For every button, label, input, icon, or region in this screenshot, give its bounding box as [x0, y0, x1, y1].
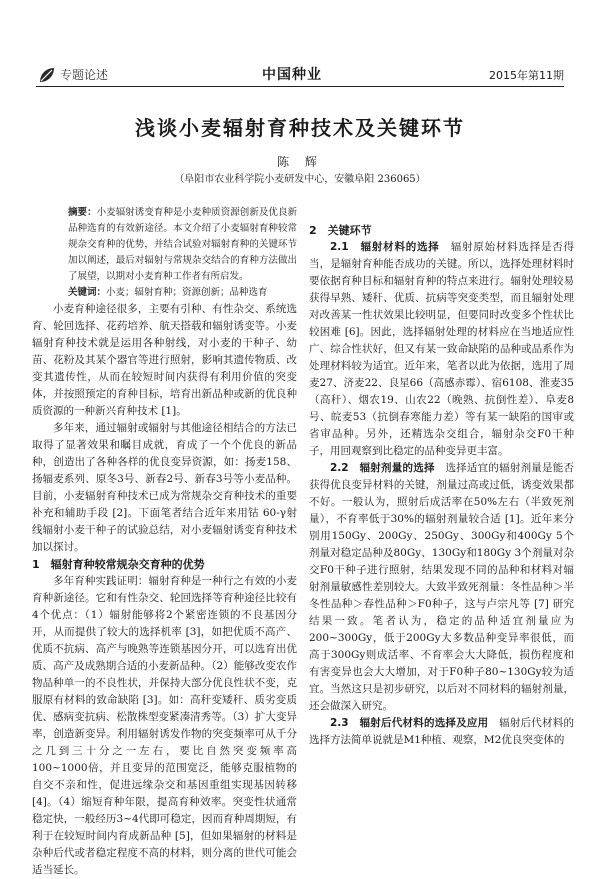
subsection: [309, 239, 574, 460]
subsection: [309, 460, 574, 715]
keywords-label: 关键词：: [68, 287, 107, 298]
header-rule: [36, 86, 564, 87]
left-column: [32, 205, 297, 879]
keywords-text: 小麦；辐射育种；资源创新；品种选育: [106, 287, 268, 298]
abstract-text: 小麦辐射诱变育种是小麦种质资源创新及优良新品种选育的有效新途径。本文介绍了小麦辐射育种较常规杂交育种的优势，并结合试验对辐射育种的关键环节加以阐述，最后对辐射与常规杂交结合的育种方法做出了展望，以期对小麦育种工作者有所启发。: [68, 207, 297, 282]
section-heading: 1 辐射育种较常规杂交育种的优势: [32, 558, 205, 571]
section-heading: 2 关键环节: [309, 224, 372, 237]
subsection-text: 选择适宜的辐射剂量是能否获得优良变异材料的关键，剂量过高或过低，诱变效果都不好。一般认为，照射后成活率在50%左右（半致死剂量），不育率低于30%的辐射剂量较合适 [1]。近年来分别用150Gy、200Gy、250Gy、300Gy和400Gy 5个剂量对稳定品种及80Gy、130Gy和180Gy 3个剂量对杂交F0干种子进行照射，结果发现不同的品种和材料对辐射剂量敏感性差别较大。大致半致死剂量：冬性品种＞半冬性品种＞春性品种＞F0种子，这与卢宗凡等 [7] 研究结果一致。笔者认为，稳定的品种适宜剂量应为200~300Gy，低于200Gy大多数品种变异率很低，而高于300Gy则成活率、不育率会大大降低，损伤程度和有害变异也会大大增加，对于F0种子80~130Gy较为适宜。当然这只是初步研究，以后对不同材料的辐射剂量，还会做深入研究。: [309, 462, 574, 712]
affiliation: （阜阳市农业科学院小麦研发中心，安徽阜阳 236065）: [174, 174, 426, 185]
subsection-heading: 2.3 辐射后代材料的选择及应用: [330, 717, 489, 729]
right-column: [309, 205, 574, 749]
paragraph: 多年育种实践证明：辐射育种是一种行之有效的小麦育种新途径。它和有性杂交、轮回选择等育种途径比较有4个优点：（1）辐射能够将2个紧密连锁的不良基因分开，从而提供了较大的选择机率 [3]，如把优质不高产、优质不抗病、高产与晚熟等连锁基因分开，可以选育出优质、高产及成熟期合适的小麦新品种。（2）能够改变农作物品种单一的不良性状，并保持大部分优良性状不变，克服原有材料的致命缺陷 [3]。如：高秆变矮秆、质劣变质优、感病变抗病、松散株型变紧凑清秀等。（3）扩大变异率，创造新变异。利用辐射诱发作物的突变频率可从千分之几到三十分之一左右，要比自然突变频率高100~1000倍，并且变异的范围宽泛，能够克服植物的自交不亲和性，促进远缘杂交和基因重组实现基因转移 [4]。（4）缩短育种年限，提高育种效率。突变性状通常稳定快，一般经历3~4代即可稳定，因而育种周期短，有利于在较短时间内育成新品种 [5]，但如果辐射的材料是杂种后代或者稳定程度不高的材料，则分离的世代可能会适当延长。: [32, 575, 297, 876]
paragraph: 多年来，通过辐射或辐射与其他途径相结合的方法已取得了显著效果和瞩目成就，育成了一个个优良的新品种，创造出了各种各样的优良变异资源，如：扬麦158、扬辐麦系列、原冬3号、新春2号、新春3号等小麦品种。目前，小麦辐射育种技术已成为常规杂交育种技术的重要补充和辅助手段 [2]。下面笔者结合近年来用钴 60-γ射线辐射小麦干种子的试验总结，对小麦辐射诱变育种技术加以探讨。: [32, 422, 297, 553]
abstract: [32, 205, 297, 285]
leaf-logo-icon: [38, 66, 56, 84]
keywords: [32, 285, 297, 301]
paragraph-continued: [309, 205, 574, 222]
abstract-label: 摘要：: [68, 207, 97, 218]
paragraph: 小麦育种途径很多，主要有引种、有性杂交、系统选育、轮回选择、花药培养、航天搭载和辐射诱变等。小麦辐射育种技术就是运用各种射线，对小麦的干种子、幼苗、花粉及其某个器官等进行照射，影响其遗传物质、改变其遗传性，从而在较短时间内获得有利用价值的突变体，并按照预定的育种目标，培育出新品种或新的优良种质资源的一种新兴育种技术 [1]。: [32, 303, 297, 417]
article-title: 浅谈小麦辐射育种技术及关键环节: [135, 116, 465, 140]
issue-number: 2015年第11期: [489, 69, 564, 82]
section-tag: 专题论述: [60, 68, 109, 82]
subsection-heading: 2.2 辐射剂量的选择: [330, 462, 435, 474]
subsection: [309, 715, 574, 749]
subsection-text: 辐射原始材料选择是否得当，是辐射育种能否成功的关键。所以，选择处理材料时要依据育种目标和辐射育种的特点来进行。辐射处理较易获得早熟、矮秆、优质、抗病等突变类型，而且辐射处理对改善某一性状效果比较明显，但要同时改变多个性状比较困难 [6]。因此，选择辐射处理的材料应在当地适应性广、综合性状好，但又有某一致命缺陷的品种或品系作为处理材料较为适宜。近年来，笔者以此为依据，选用了周麦27、济麦22、良星66（高感赤霉）、宿6108、淮麦35（高秆）、烟农19、山农22（晚熟、抗倒性差）、阜麦8号、皖麦53（抗倒春寒能力差）等有某一缺陷的国审或省审品种。另外，还精选杂交组合，辐射杂交F0干种子，用回观察到比稳定的品种变异更丰富。: [309, 241, 575, 457]
journal-name: 中国种业: [262, 67, 322, 83]
page-header: [0, 0, 600, 92]
subsection-heading: 2.1 辐射材料的选择: [330, 241, 440, 253]
subsection-text: 辐射后代材料的选择方法简单说就是M1种植、观察，M2优良突变体的: [309, 717, 575, 746]
author: 陈 辉: [277, 155, 323, 169]
